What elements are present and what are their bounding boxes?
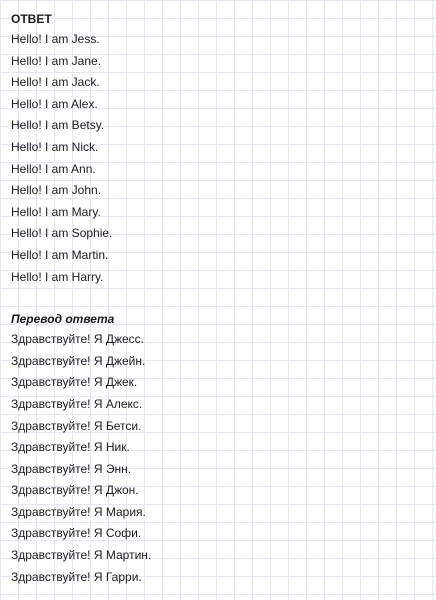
answer-line: Hello! I am Jess. (11, 32, 100, 46)
answer-line: Hello! I am John. (11, 183, 102, 198)
answer-line: Hello! I am Martin. (11, 247, 109, 262)
answer-section (11, 9, 431, 288)
answer-line: Hello! I am Alex. (11, 96, 98, 111)
translation-line: Здравствуйте! Я Алекс. (11, 396, 143, 411)
answer-line: Hello! I am Harry. (11, 269, 104, 284)
translation-heading: Перевод ответа (11, 312, 115, 327)
answer-heading: ОТВЕТ (11, 12, 52, 26)
translation-lines (11, 329, 431, 588)
answer-lines (11, 29, 431, 288)
answer-line: Hello! I am Jack. (11, 75, 100, 90)
answer-line: Hello! I am Sophie. (11, 226, 113, 241)
translation-line: Здравствуйте! Я Бетси. (11, 418, 142, 433)
translation-line: Здравствуйте! Я Джон. (11, 483, 139, 498)
answer-line: Hello! I am Jane. (11, 53, 102, 68)
answer-line: Hello! I am Nick. (11, 139, 99, 154)
translation-line: Здравствуйте! Я Джейн. (11, 353, 146, 368)
section-spacer (11, 288, 431, 309)
translation-section (11, 309, 431, 588)
answer-line: Hello! I am Ann. (11, 161, 96, 176)
answer-line: Hello! I am Betsy. (11, 118, 105, 133)
translation-line: Здравствуйте! Я Софи. (11, 526, 142, 541)
translation-line: Здравствуйте! Я Гарри. (11, 569, 142, 584)
translation-line: Здравствуйте! Я Мария. (11, 504, 146, 519)
translation-line: Здравствуйте! Я Ник. (11, 440, 130, 455)
document (11, 9, 431, 588)
translation-line: Здравствуйте! Я Энн. (11, 461, 132, 476)
translation-line: Здравствуйте! Я Мартин. (11, 548, 152, 563)
translation-line: Здравствуйте! Я Джесс. (11, 332, 145, 347)
answer-line: Hello! I am Mary. (11, 204, 101, 219)
translation-line: Здравствуйте! Я Джек. (11, 375, 138, 390)
